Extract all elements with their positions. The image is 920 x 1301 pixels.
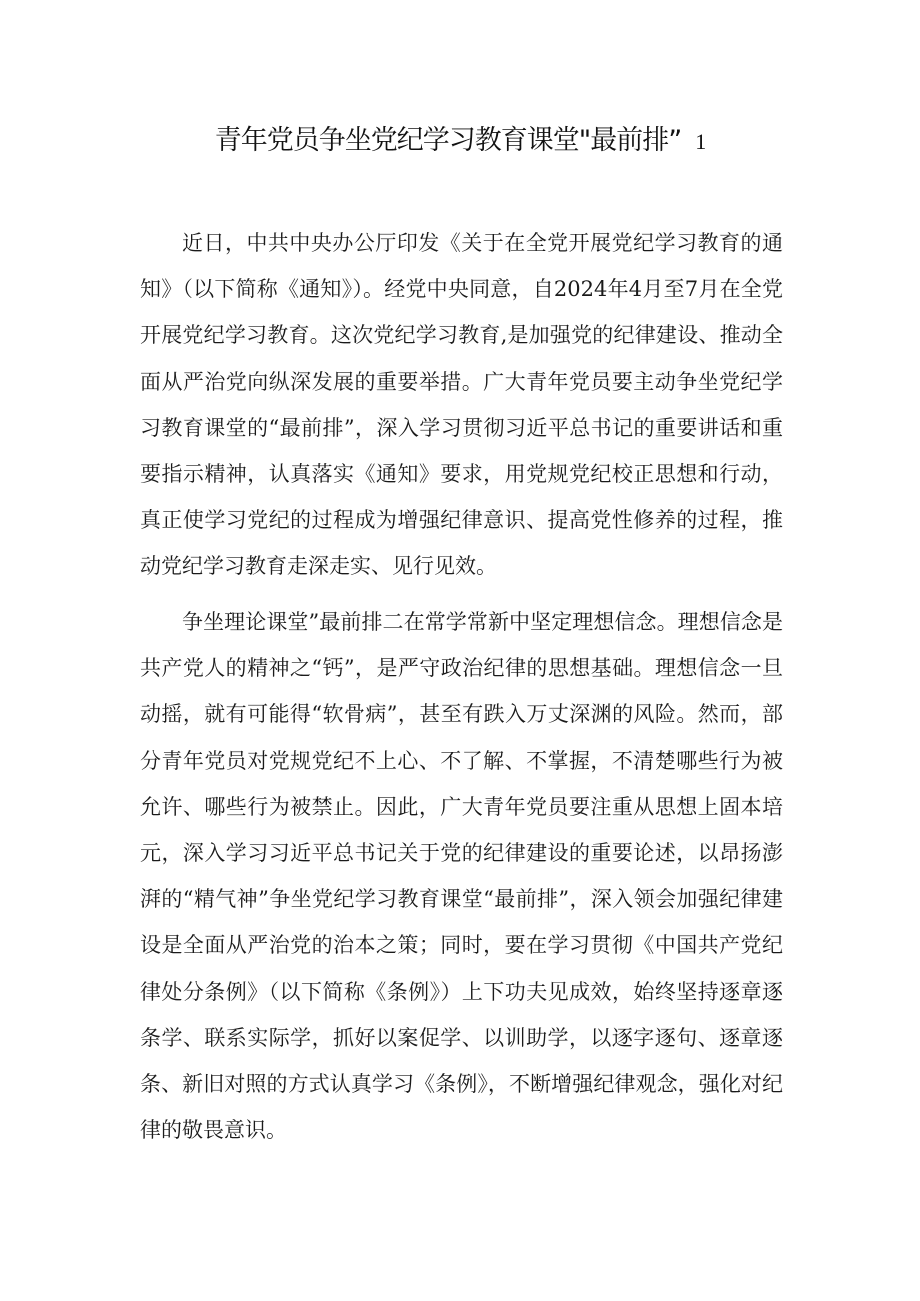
title-footnote-marker: 1 [695, 129, 706, 154]
body-paragraph-2: 争坐理论课堂”最前排二在常学常新中坚定理想信念。理想信念是共产党人的精神之“钙”，是严守政治纪律的思想基础。理想信念一旦动摇，就有可能得“软骨病”，甚至有跌入万丈深渊的风险。然而，部分青年党员对党规党纪不上心、不了解、不掌握，不清楚哪些行为被允许、哪些行为被禁止。因此，广大青年党员要注重从思想上固本培元，深入学习习近平总书记关于党的纪律建设的重要论述，以昂扬澎湃的“精气神”争坐党纪学习教育课堂“最前排”，深入领会加强纪律建设是全面从严治党的治本之策；同时，要在学习贯彻《中国共产党纪律处分条例》（以下简称《条例》）上下功夫见成效，始终坚持逐章逐条学、联系实际学，抓好以案促学、以训助学，以逐字逐句、逐章逐条、新旧对照的方式认真学习《条例》，不断增强纪律观念，强化对纪律的敬畏意识。 [140, 610, 783, 1143]
document-title-text: 青年党员争坐党纪学习教育课堂"最前排” [214, 125, 682, 156]
body-paragraph-1: 近日，中共中央办公厅印发《关于在全党开展党纪学习教育的通知》（以下简称《通知》）。经党中央同意，自2024年4月至7月在全党开展党纪学习教育。这次党纪学习教育,是加强党的纪律建设、推动全面从严治党向纵深发展的重要举措。广大青年党员要主动争坐党纪学习教育课堂的“最前排”，深入学习贯彻习近平总书记的重要讲话和重要指示精神，认真落实《通知》要求，用党规党纪校正思想和行动，真正使学习党纪的过程成为增强纪律意识、提高党性修养的过程，推动党纪学习教育走深走实、见行见效。 [140, 231, 783, 579]
document-title [140, 118, 780, 165]
